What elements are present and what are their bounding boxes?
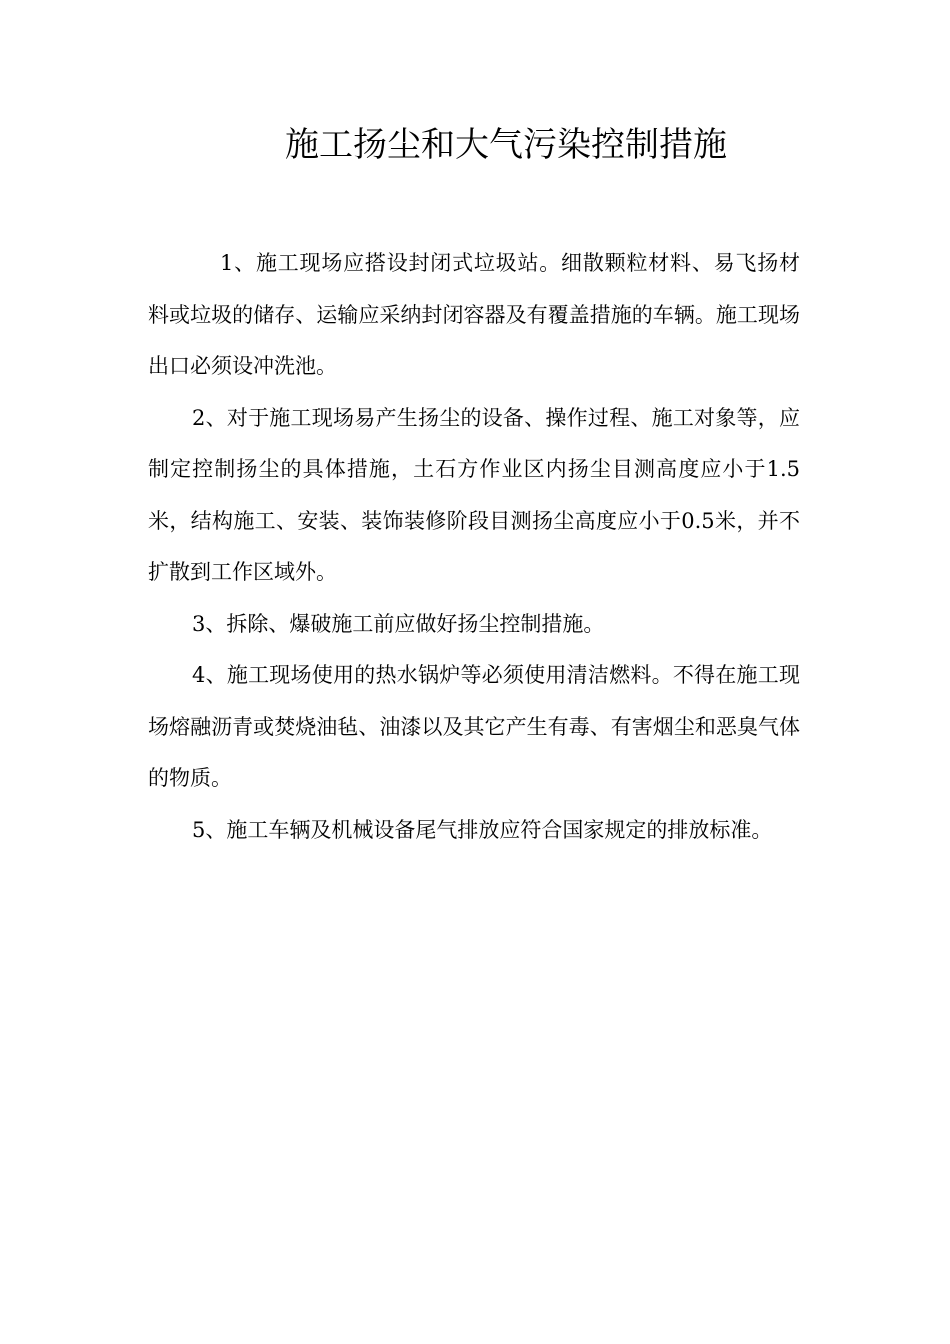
paragraph-1: 1、施工现场应搭设封闭式垃圾站。细散颗粒材料、易飞扬材料或垃圾的储存、运输应采纳封闭容器及有覆盖措施的车辆。施工现场出口必须设冲洗池。 (148, 251, 800, 378)
paragraph-2: 2、对于施工现场易产生扬尘的设备、操作过程、施工对象等，应制定控制扬尘的具体措施，土石方作业区内扬尘目测高度应小于1.5米，结构施工、安装、装饰装修阶段目测扬尘高度应小于0.5米，并不扩散到工作区域外。 (148, 405, 800, 584)
paragraph-4: 4、施工现场使用的热水锅炉等必须使用清洁燃料。不得在施工现场熔融沥青或焚烧油毡、油漆以及其它产生有毒、有害烟尘和恶臭气体的物质。 (148, 663, 800, 790)
paragraph-3: 3、拆除、爆破施工前应做好扬尘控制措施。 (192, 611, 605, 636)
document-body (148, 238, 800, 856)
paragraph-5: 5、施工车辆及机械设备尾气排放应符合国家规定的排放标准。 (192, 817, 773, 842)
document-title: 施工扬尘和大气污染控制措施 (285, 125, 727, 165)
